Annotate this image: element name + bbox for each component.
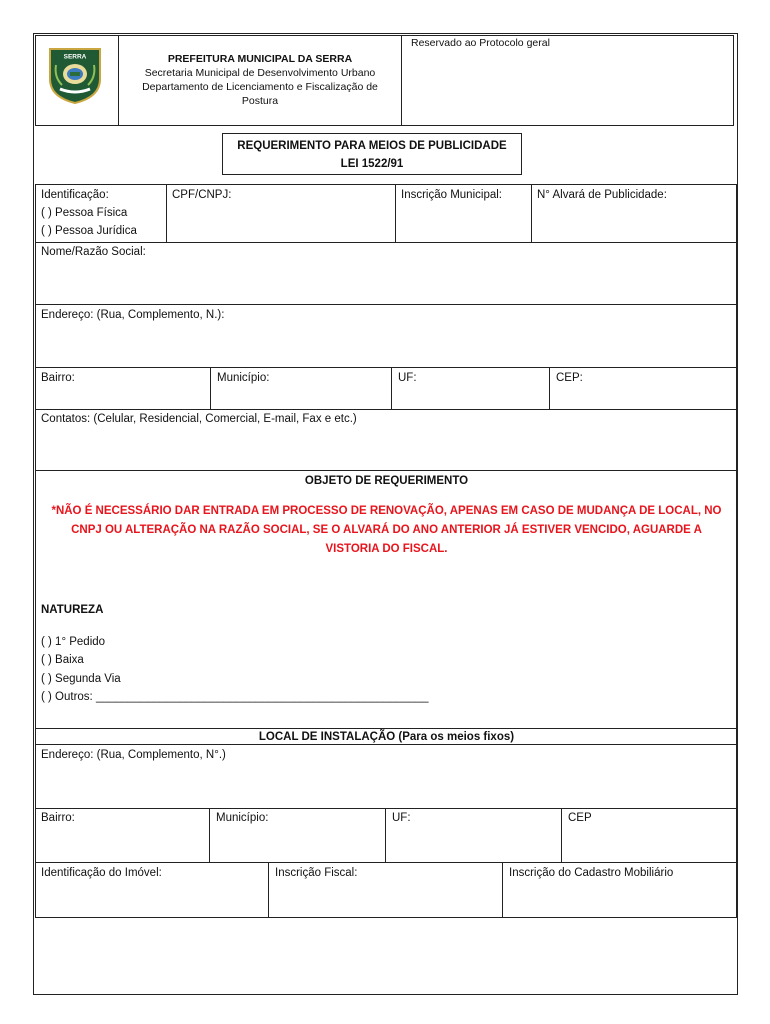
local-uf-field[interactable]: UF:	[392, 812, 411, 824]
departamento-line-1: Departamento de Licenciamento e Fiscalização de	[142, 81, 378, 93]
checkbox-pessoa-fisica[interactable]: ( ) Pessoa Física	[41, 207, 128, 219]
local-bairro-field[interactable]: Bairro:	[41, 812, 75, 824]
logo-text: SERRA	[63, 53, 87, 61]
local-endereco-field[interactable]: Endereço: (Rua, Complemento, N°.)	[41, 749, 226, 761]
form-title: REQUERIMENTO PARA MEIOS DE PUBLICIDADE	[237, 140, 507, 152]
checkbox-outros[interactable]: ( ) Outros: ____________________________________________________	[41, 691, 429, 703]
identificacao-label: Identificação:	[41, 189, 109, 201]
row-line	[35, 862, 738, 863]
row-line	[35, 744, 738, 745]
departamento-line-2: Postura	[241, 95, 279, 107]
checkbox-pessoa-juridica[interactable]: ( ) Pessoa Jurídica	[41, 225, 137, 237]
local-cep-field[interactable]: CEP	[568, 812, 592, 824]
row-line	[35, 304, 738, 305]
uf-field[interactable]: UF:	[398, 372, 417, 384]
row-line	[35, 917, 738, 918]
objeto-heading: OBJETO DE REQUERIMENTO	[304, 475, 469, 487]
row-line	[35, 367, 738, 368]
protocolo-label: Reservado ao Protocolo geral	[411, 37, 550, 49]
local-heading: LOCAL DE INSTALAÇÃO (Para os meios fixos)	[258, 731, 515, 743]
aviso-line-1: *NÃO É NECESSÁRIO DAR ENTRADA EM PROCESSO DE RENOVAÇÃO, APENAS EM CASO DE MUDANÇA DE LOCAL, NO	[51, 505, 722, 517]
checkbox-primeiro-pedido[interactable]: ( ) 1° Pedido	[41, 636, 106, 648]
row-line	[35, 184, 738, 185]
header-divider-2	[401, 35, 402, 126]
col-line	[502, 862, 503, 917]
checkbox-baixa[interactable]: ( ) Baixa	[41, 654, 84, 666]
serra-logo	[48, 45, 102, 105]
secretaria: Secretaria Municipal de Desenvolvimento Urbano	[144, 67, 376, 79]
col-line	[549, 367, 550, 409]
bairro-field[interactable]: Bairro:	[41, 372, 75, 384]
row-line	[35, 728, 738, 729]
endereco-field[interactable]: Endereço: (Rua, Complemento, N.):	[41, 309, 225, 321]
col-line	[268, 862, 269, 917]
col-line	[210, 367, 211, 409]
col-line	[385, 808, 386, 862]
col-line	[391, 367, 392, 409]
natureza-heading: NATUREZA	[41, 604, 104, 616]
row-line	[35, 808, 738, 809]
contatos-field[interactable]: Contatos: (Celular, Residencial, Comercial, E-mail, Fax e etc.)	[41, 413, 357, 425]
org-name: PREFEITURA MUNICIPAL DA SERRA	[167, 53, 353, 65]
cpf-cnpj-field[interactable]: CPF/CNPJ:	[172, 189, 232, 201]
municipio-field[interactable]: Município:	[217, 372, 270, 384]
col-line	[209, 808, 210, 862]
col-line	[395, 184, 396, 242]
inscricao-fiscal-field[interactable]: Inscrição Fiscal:	[275, 867, 358, 879]
row-line	[35, 470, 738, 471]
col-line	[166, 184, 167, 242]
aviso-line-2: CNPJ OU ALTERAÇÃO NA RAZÃO SOCIAL, SE O ALVARÁ DO ANO ANTERIOR JÁ ESTIVER VENCIDO, AGUARDE A	[71, 524, 702, 536]
form-law: LEI 1522/91	[340, 158, 404, 170]
row-line	[35, 242, 738, 243]
inscricao-cadastro-field[interactable]: Inscrição do Cadastro Mobiliário	[509, 867, 674, 879]
identificacao-imovel-field[interactable]: Identificação do Imóvel:	[41, 867, 162, 879]
local-municipio-field[interactable]: Município:	[216, 812, 269, 824]
aviso-line-3: VISTORIA DO FISCAL.	[325, 543, 448, 555]
alvara-field[interactable]: N° Alvará de Publicidade:	[537, 189, 667, 201]
col-line	[561, 808, 562, 862]
checkbox-segunda-via[interactable]: ( ) Segunda Via	[41, 673, 121, 685]
cep-field[interactable]: CEP:	[556, 372, 583, 384]
nome-field[interactable]: Nome/Razão Social:	[41, 246, 146, 258]
col-line	[531, 184, 532, 242]
inscricao-municipal-field[interactable]: Inscrição Municipal:	[401, 189, 502, 201]
row-line	[35, 409, 738, 410]
